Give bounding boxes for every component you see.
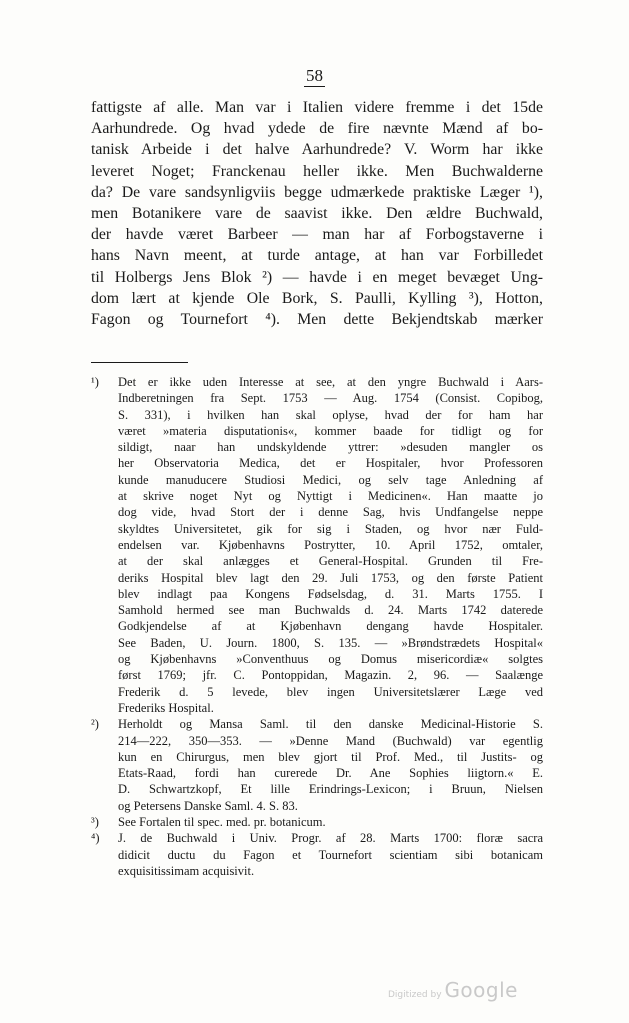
footnote-text: deriks Hospital blev lagt den 29. Juli 1753, og den første Patient (118, 570, 543, 585)
footnote-text: her Observatoria Medica, det er Hospitaler, hvor Professoren (118, 456, 543, 471)
footnote-line (91, 847, 543, 863)
footnote-line (91, 586, 543, 602)
footnote-text: Indberetningen fra Sept. 1753 — Aug. 1754 (Consist. Copibog, (118, 391, 543, 406)
footnote (91, 830, 543, 879)
footnote-text: exquisitissimam acquisivit. (118, 863, 255, 878)
footnote-line (91, 602, 543, 618)
page-number (0, 66, 629, 86)
footnote-line (91, 651, 543, 667)
digitized-watermark (388, 978, 518, 1002)
footnote-text: at skrive noget Nyt og Nyttigt i Medicinen«. Han maatte jo (118, 489, 543, 504)
footnote-text: at der skal anlægges et General-Hospital. Grunden til Fre- (118, 554, 543, 569)
main-text-line: til Holbergs Jens Blok ²) — havde i en meget bevæget Ung- (91, 268, 543, 286)
main-text-line: fattigste af alle. Man var i Italien videre fremme i det 15de (91, 99, 543, 116)
footnote-line (91, 472, 543, 488)
footnote-line (91, 635, 543, 651)
footnote-text: 214—222, 350—353. — »Denne Mand (Buchwald) var egentlig (118, 733, 543, 748)
footnote-line (91, 407, 543, 423)
main-text (91, 97, 543, 330)
page-number-text: 58 (306, 66, 323, 85)
footnote-divider (91, 362, 188, 363)
footnote-line (91, 618, 543, 634)
footnote-line (91, 521, 543, 537)
footnote-text: Godkjendelse af at Kjøbenhavn dengang havde Hospitaler. (118, 619, 543, 634)
watermark-prefix: Digitized by (388, 990, 442, 1000)
main-text-line: leveret Noget; Franckenau heller ikke. Men Buchwalderne (91, 162, 543, 180)
footnote-line (91, 455, 543, 471)
footnote-line (91, 781, 543, 797)
main-text-line: Aarhundrede. Og hvad ydede de fire nævnte Mænd af bo- (91, 120, 543, 138)
main-text-line: Fagon og Tournefort ⁴). Men dette Bekjendtskab mærker (91, 310, 543, 328)
footnote-text: og Kjøbenhavns »Conventhuus og Domus misericordiæ« solgtes (118, 652, 543, 667)
footnote-line (91, 390, 543, 406)
footnote-line (91, 863, 543, 879)
footnote-line (91, 553, 543, 569)
footnote-text: Etats-Raad, fordi han curerede Dr. Ane Sophies liigtorn.« E. (118, 766, 543, 781)
footnote-line (91, 374, 543, 390)
footnote (91, 716, 543, 814)
footnote-text: dog vide, hvad Stort der i denne Sag, hvis Undfangelse neppe (118, 505, 543, 520)
footnote-line (91, 798, 543, 814)
footnote-text: Herholdt og Mansa Saml. til den danske Medicinal-Historie S. (118, 717, 543, 732)
footnote-line (91, 814, 543, 830)
main-text-line: tanisk Arbeide i det halve Aarhundrede? V. Worm har ikke (91, 141, 543, 159)
footnote-text: Samhold hermed see man Buchwalds d. 24. Marts 1742 daterede (118, 603, 543, 618)
footnote-text: sildigt, naar han undskyldende yttrer: »desuden mangler os (118, 440, 543, 455)
footnote-text: og Petersens Danske Saml. 4. S. 83. (118, 798, 298, 813)
footnote-text: See Baden, U. Journ. 1800, S. 135. — »Brøndstrædets Hospital« (118, 635, 543, 650)
main-text-line: men Botanikere vare de saavist ikke. Den ældre Buchwald, (91, 204, 543, 222)
footnote-line (91, 749, 543, 765)
main-text-line: dom lært at kjende Ole Bork, S. Paulli, Kylling ³), Hotton, (91, 289, 543, 307)
footnote-text: endelsen var. Kjøbenhavns Postrytter, 10. April 1752, omtaler, (118, 537, 543, 552)
footnote-text: D. Schwartzkopf, Et lille Erindrings-Lexicon; i Bruun, Nielsen (118, 782, 543, 797)
footnote-marker: ³) (91, 815, 99, 830)
footnote-text: See Fortalen til spec. med. pr. botanicum. (118, 815, 326, 830)
footnote-line (91, 716, 543, 732)
main-text-line: da? De vare sandsynligviis begge udmærkede praktiske Læger ¹), (91, 183, 543, 201)
footnote-text: kunde manuducere Studiosi Medici, og selv tage Anledning af (118, 472, 543, 487)
footnote (91, 374, 543, 716)
footnote-text: først 1769; jfr. C. Pontoppidan, Magazin. 2, 96. — Saalænge (118, 668, 543, 683)
main-text-line: der havde været Barbeer — man har af Forbogstaverne i (91, 226, 543, 244)
footnote-line (91, 700, 543, 716)
footnote-line (91, 684, 543, 700)
footnote-text: Frederiks Hospital. (118, 700, 214, 715)
footnote-line (91, 537, 543, 553)
main-text-line: hans Navn meent, at turde antage, at han var Forbilledet (91, 247, 543, 265)
footnote-line (91, 439, 543, 455)
footnote-line (91, 667, 543, 683)
footnote-line (91, 830, 543, 846)
google-logo: Google (444, 978, 518, 1002)
footnote-line (91, 488, 543, 504)
footnote-marker: ²) (91, 717, 99, 732)
footnote-marker: ¹) (91, 375, 99, 389)
footnote-text: været »materia disputationis«, kommer baade for tidligt og for (118, 423, 543, 438)
footnotes (91, 374, 543, 879)
footnote-line (91, 570, 543, 586)
footnote-line (91, 504, 543, 520)
footnote-text: skyldtes Universitetet, gik for sig i Staden, og hvor nær Fuld- (118, 521, 543, 536)
footnote-text: Frederik d. 5 levede, blev ingen Universitetslærer Læge ved (118, 684, 543, 699)
footnote-marker: ⁴) (91, 831, 100, 846)
footnote-text: Det er ikke uden Interesse at see, at den yngre Buchwald i Aars- (118, 375, 543, 389)
footnote-line (91, 733, 543, 749)
footnote (91, 814, 543, 830)
footnote-line (91, 423, 543, 439)
footnote-text: blev indlagt paa Kongens Fødselsdag, d. 31. Marts 1755. I (118, 586, 543, 601)
footnote-text: J. de Buchwald i Univ. Progr. af 28. Marts 1700: floræ sacra (118, 831, 543, 846)
footnote-text: kun en Chirurgus, men blev gjort til Prof. Med., til Justits- og (118, 749, 543, 764)
footnote-line (91, 765, 543, 781)
footnote-text: didicit ductu du Fagon et Tournefort scientiam sibi botanicam (118, 847, 543, 862)
footnote-text: S. 331), i hvilken han skal oplyse, hvad der for ham har (118, 407, 543, 422)
